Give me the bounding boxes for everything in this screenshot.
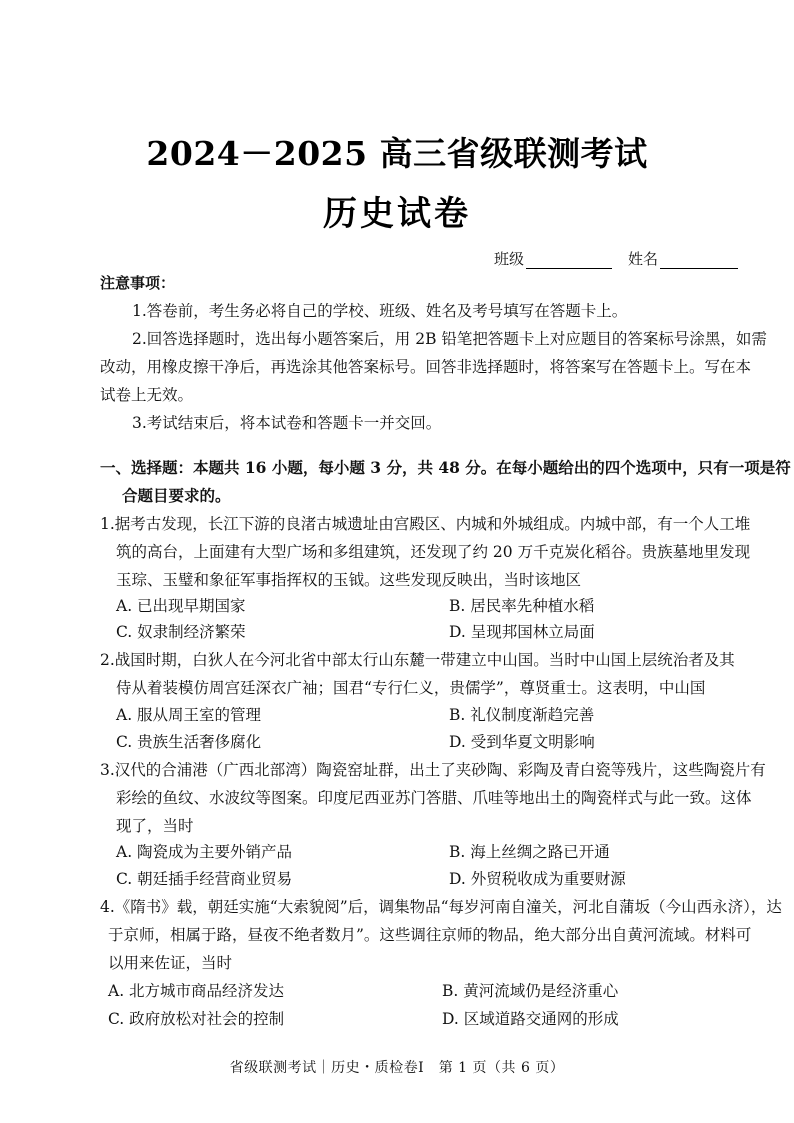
question-4-line: 以用来佐证，当时 (108, 954, 233, 972)
class-blank (526, 254, 612, 269)
question-1-line: 1.据考古发现，长江下游的良渚古城遗址由宫殿区、内城和外城组成。内城中部，有一个人工堆 (100, 515, 751, 533)
question-4-line: 于京师，相属于路，昼夜不绝者数月”。这些调往京师的物品，绝大部分出自黄河流域。材料可 (108, 926, 752, 944)
name-label: 姓名 (627, 250, 658, 268)
notice-line: 试卷上无效。 (100, 386, 194, 404)
page-footer: 省级联测考试｜历史・质检卷Ⅰ 第 1 页（共 6 页） (229, 1060, 565, 1076)
question-1-option-c: C. 奴隶制经济繁荣 (116, 623, 246, 641)
notice-line: 改动，用橡皮擦干净后，再选涂其他答案标号。回答非选择题时，将答案写在答题卡上。写在本 (100, 358, 752, 376)
notice-line: 3.考试结束后，将本试卷和答题卡一并交回。 (132, 414, 442, 432)
student-info-bar (494, 248, 738, 269)
question-4-option-d: D. 区域道路交通网的形成 (442, 1010, 619, 1028)
section-heading-cont: 合题目要求的。 (122, 486, 231, 505)
question-3-option-a: A. 陶瓷成为主要外销产品 (116, 843, 293, 861)
section-heading: 一、选择题：本题共 16 小题，每小题 3 分，共 48 分。在每小题给出的四个选项中，只有一项是符 (100, 458, 791, 477)
question-3-option-c: C. 朝廷插手经营商业贸易 (116, 870, 293, 888)
question-4-option-b: B. 黄河流域仍是经济重心 (442, 982, 619, 1000)
question-2-line: 2.战国时期，白狄人在今河北省中部太行山东麓一带建立中山国。当时中山国上层统治者及其 (100, 651, 735, 669)
question-1-line: 筑的高台，上面建有大型广场和多组建筑，还发现了约 20 万千克炭化稻谷。贵族墓地里发现 (116, 543, 751, 561)
notice-line: 2.回答选择题时，选出每小题答案后，用 2B 铅笔把答题卡上对应题目的答案标号涂黑，如需 (132, 330, 767, 348)
question-2-option-d: D. 受到华夏文明影响 (449, 733, 595, 751)
question-4-line: 4.《隋书》载，朝廷实施“大索貌阅”后，调集物品“每岁河南自潼关，河北自蒲坂（今山西永济），达 (100, 898, 782, 916)
exam-subtitle: 历史试卷 (323, 194, 471, 234)
question-3-option-d: D. 外贸税收成为重要财源 (449, 870, 626, 888)
class-label: 班级 (493, 250, 524, 268)
question-2-option-b: B. 礼仪制度渐趋完善 (449, 706, 595, 724)
question-1-option-b: B. 居民率先种植水稻 (449, 597, 595, 615)
question-2-option-a: A. 服从周王室的管理 (116, 706, 262, 724)
question-1-option-d: D. 呈现邦国林立局面 (449, 623, 595, 641)
name-blank (660, 254, 738, 269)
question-4-option-c: C. 政府放松对社会的控制 (108, 1010, 285, 1028)
exam-title: 2024－2025 高三省级联测考试 (146, 134, 648, 173)
question-3-option-b: B. 海上丝绸之路已开通 (449, 843, 610, 861)
question-1-line: 玉琮、玉璧和象征军事指挥权的玉钺。这些发现反映出，当时该地区 (116, 571, 582, 589)
question-2-option-c: C. 贵族生活奢侈腐化 (116, 733, 262, 751)
question-2-line: 侍从着装模仿周宫廷深衣广袖；国君“专行仁义，贵儒学”，尊贤重士。这表明，中山国 (116, 679, 706, 697)
notice-heading: 注意事项： (100, 274, 176, 292)
question-1-option-a: A. 已出现早期国家 (116, 597, 246, 615)
question-3-line: 现了，当时 (116, 817, 194, 835)
notice-line: 1.答卷前，考生务必将自己的学校、班级、姓名及考号填写在答题卡上。 (132, 302, 628, 320)
question-4-option-a: A. 北方城市商品经济发达 (108, 982, 285, 1000)
question-3-line: 3.汉代的合浦港（广西北部湾）陶瓷窑址群，出土了夹砂陶、彩陶及青白瓷等残片，这些陶瓷片有 (100, 761, 766, 779)
question-3-line: 彩绘的鱼纹、水波纹等图案。印度尼西亚苏门答腊、爪哇等地出土的陶瓷样式与此一致。这体 (116, 789, 752, 807)
